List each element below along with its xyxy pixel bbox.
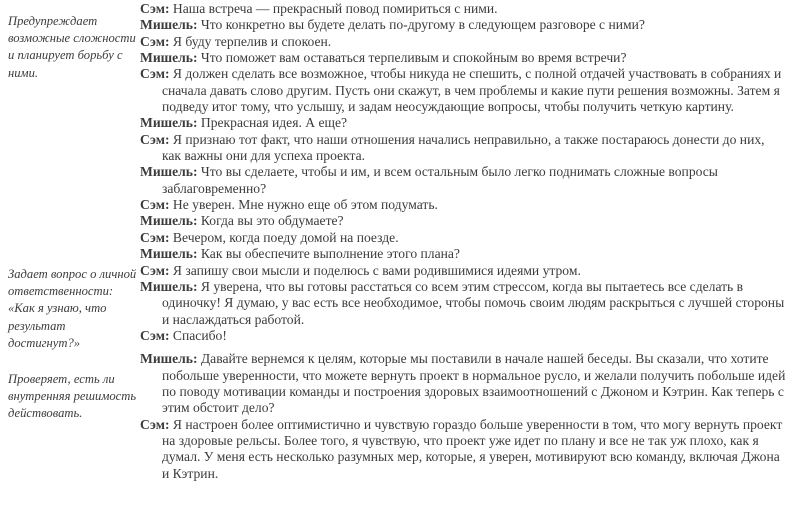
dialogue-text: Как вы обеспечите выполнение этого плана? — [197, 246, 460, 262]
speaker-name: Мишель: — [140, 278, 198, 294]
margin-note: Задает вопрос о личной ответственности: «Как я узнаю, что результат достигнут?» — [8, 267, 137, 350]
dialogue-text: Что поможет вам оставаться терпеливым и спокойным во время встречи? — [197, 50, 627, 66]
dialogue-line — [140, 230, 786, 246]
speaker-name: Мишель: — [140, 246, 198, 262]
dialogue-text: Прекрасная идея. А еще? — [197, 115, 348, 131]
margin-note: Предупреждает возможные сложности и планирует борьбу с ними. — [8, 14, 136, 80]
dialogue-line — [140, 328, 786, 344]
dialogue-text: Я должен сделать все возможное, чтобы никуда не спешить, с полной отдачей участвовать в собраниях и сначала давать слово другим. Пусть они скажут, в чем проблемы и какие пути решения возможны. Затем я подведу итог тому, что услышу, и задам неосуждающие вопросы, чтобы получить четкую картину. — [162, 66, 782, 115]
dialogue-text: Не уверен. Мне нужно еще об этом подумать. — [169, 197, 438, 213]
speaker-name: Сэм: — [140, 262, 170, 278]
dialogue-text: Что конкретно вы будете делать по-другому в следующем разговоре с ними? — [197, 17, 645, 33]
dialogue-text: Я запишу свои мысли и поделюсь с вами родившимися идеями утром. — [169, 262, 581, 278]
dialogue-line — [140, 246, 786, 262]
dialogue-text: Я уверена, что вы готовы расстаться со всем этим стрессом, когда вы пытаетесь все сделать в одиночку! Я думаю, у вас есть все необходимое, чтобы помочь своим людям раскрыться с лучшей стороны и наслаждаться работой. — [162, 278, 785, 327]
speaker-name: Сэм: — [140, 416, 170, 432]
dialogue-text: Я настроен более оптимистично и чувствую гораздо больше уверенности в том, что могу вернуть проект на здоровые рельсы. Более того, я чувствую, что проект уже идет по плану и все не так уж плохо, как я думал. У меня есть несколько разумных мер, которые, я уверен, мотивируют всю команду, включая Джона и Кэтрин. — [162, 416, 783, 481]
dialogue-line — [140, 164, 786, 197]
dialogue-line — [140, 115, 786, 131]
speaker-name: Мишель: — [140, 164, 198, 180]
dialogue-line — [140, 66, 786, 115]
dialogue-line — [140, 263, 786, 279]
speaker-name: Мишель: — [140, 351, 198, 367]
dialogue-text: Спасибо! — [169, 327, 227, 343]
dialogue-line — [140, 1, 786, 17]
dialogue-text: Когда вы это обдумаете? — [197, 213, 344, 229]
speaker-name: Сэм: — [140, 327, 170, 343]
dialogue-line — [140, 213, 786, 229]
margin-column — [0, 0, 138, 505]
speaker-name: Сэм: — [140, 131, 170, 147]
dialogue-line — [140, 417, 786, 482]
speaker-name: Сэм: — [140, 66, 170, 82]
dialogue-line — [140, 132, 786, 165]
dialogue-column — [140, 1, 786, 482]
dialogue-line — [140, 50, 786, 66]
speaker-name: Мишель: — [140, 50, 198, 66]
dialogue-text: Давайте вернемся к целям, которые мы поставили в начале нашей беседы. Вы сказали, что хотите побольше уверенности, что можете вернуть проект в нормальное русло, и желали получить побольше идей по поводу мотивации команды и построения здоровых взаимоотношений с Джоном и Кэтрин. Как теперь с этим обстоит дело? — [162, 351, 786, 416]
dialogue-text: Вечером, когда поеду домой на поезде. — [169, 229, 399, 245]
dialogue-text: Я признаю тот факт, что наши отношения начались неправильно, а также постараюсь донести до них, как важны они для успеха проекта. — [162, 131, 765, 164]
dialogue-line — [140, 197, 786, 213]
speaker-name: Мишель: — [140, 17, 198, 33]
speaker-name: Сэм: — [140, 197, 170, 213]
speaker-name: Мишель: — [140, 213, 198, 229]
speaker-name: Мишель: — [140, 115, 198, 131]
dialogue-line — [140, 279, 786, 328]
dialogue-line — [140, 17, 786, 33]
speaker-name: Сэм: — [140, 1, 170, 16]
dialogue-text: Что вы сделаете, чтобы и им, и всем остальным было легко поднимать сложные вопросы заблаговременно? — [162, 164, 718, 196]
speaker-name: Сэм: — [140, 229, 170, 245]
dialogue-line — [140, 34, 786, 50]
margin-note: Проверяет, есть ли внутренняя решимость действовать. — [8, 372, 137, 421]
speaker-name: Сэм: — [140, 33, 170, 49]
dialogue-line — [140, 351, 786, 416]
dialogue-text: Я буду терпелив и спокоен. — [169, 33, 332, 49]
dialogue-text: Наша встреча — прекрасный повод помириться с ними. — [169, 1, 498, 16]
